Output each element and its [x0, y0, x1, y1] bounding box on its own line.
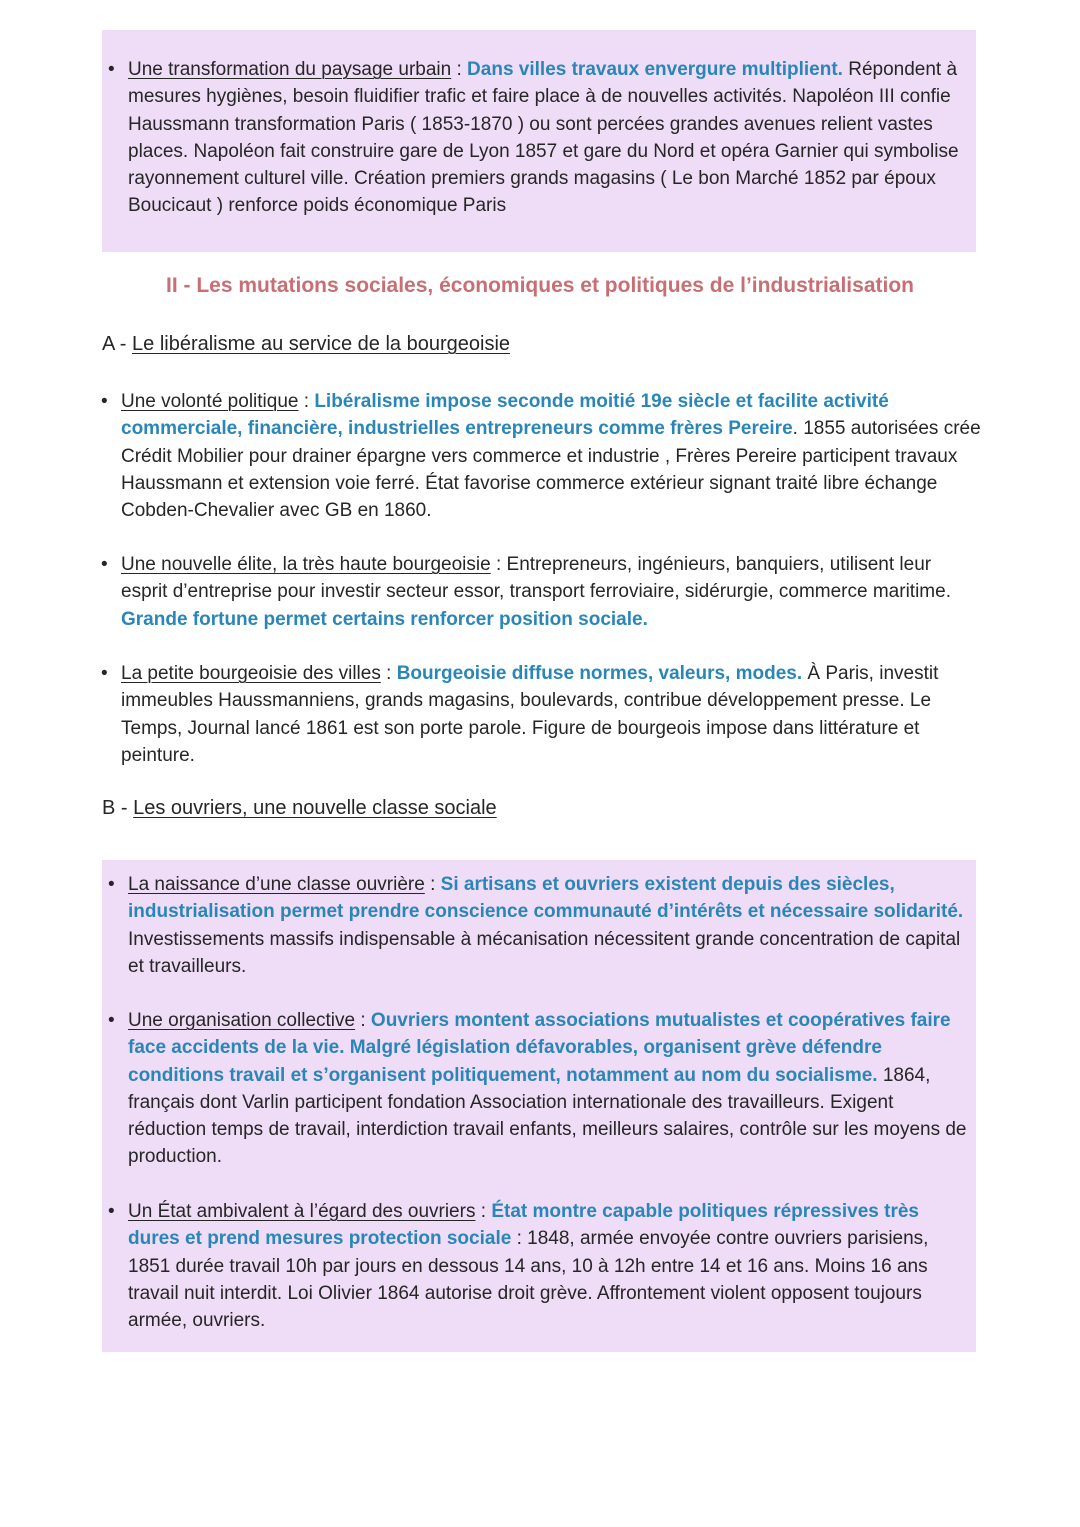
subsection-heading-a: A - Le libéralisme au service de la bourgeoisie [102, 333, 511, 355]
bullet-working-class-birth: • La naissance d’une classe ouvrière : Si artisans et ouvriers existent depuis des siècles, industrialisation permet prendre conscience communauté d’intérêts et nécessaire solidarité. Investissements massifs indispensable à mécanisation nécessitent grande concentration de capital et travailleurs. [128, 871, 974, 980]
bullet-highlight: Dans villes travaux envergure multiplient. [467, 59, 843, 80]
bullet-text: . 1855 autorisées crée Crédit Mobilier pour drainer épargne vers commerce et industrie , Frères Pereire participent travaux Haussmann et extension voie ferré. État favorise commerce extérieur signant traité libre échange Cobden-Chevalier avec GB en 1860. [121, 418, 981, 522]
bullet-highlight: Bourgeoisie diffuse normes, valeurs, modes. [396, 663, 803, 684]
bullet-title: La petite bourgeoisie des villes [121, 663, 381, 684]
bullet-highlight: Grande fortune permet certains renforcer position sociale. [121, 608, 648, 630]
bullet-petite-bourgeoisie: • La petite bourgeoisie des villes : Bourgeoisie diffuse normes, valeurs, modes. À Paris, investit immeubles Haussmanniens, grands magasins, boulevards, contribue développement presse. Le Temps, Journal lancé 1861 est son porte parole. Figure de bourgeois impose dans littérature et peinture. [121, 660, 976, 769]
bullet-highlight: Libéralisme impose seconde moitié 19e siècle et facilite activité commerciale, financière, industrielles entrepreneurs comme frères Pereire [121, 391, 889, 440]
bullet-dot: • [101, 663, 108, 684]
bullet-highlight: Si artisans et ouvriers existent depuis des siècles, industrialisation permet prendre conscience communauté d’intérêts et nécessaire solidarité. [128, 874, 964, 923]
bullet-political-will: • Une volonté politique : Libéralisme impose seconde moitié 19e siècle et facilite activité commerciale, financière, industrielles entrepreneurs comme frères Pereire. 1855 autorisées crée Crédit Mobilier pour drainer épargne vers commerce et industrie , Frères Pereire participent travaux Haussmann et extension voie ferré. État favorise commerce extérieur signant traité libre échange Cobden-Chevalier avec GB en 1860. [121, 388, 981, 524]
bullet-title: La naissance d’une classe ouvrière [128, 874, 425, 895]
section-title: II - Les mutations sociales, économiques et politiques de l’industrialisation [166, 274, 914, 297]
bullet-text: 1864, français dont Varlin participent fondation Association internationale des travailleurs. Exigent réduction temps de travail, interdiction travail enfants, meilleurs salaires, contrôle sur les moyens de production. [128, 1064, 967, 1168]
bullet-title: Une transformation du paysage urbain [128, 59, 452, 80]
bullet-text: À Paris, investit immeubles Haussmanniens, grands magasins, boulevards, contribue développement presse. Le Temps, Journal lancé 1861 est son porte parole. Figure de bourgeois impose dans littérature et peinture. [121, 663, 939, 766]
bullet-text: Répondent à mesures hygiènes, besoin fluidifier trafic et faire place à de nouvelles activités. Napoléon III confie Haussmann transformation Paris ( 1853-1870 ) ou sont percées grandes avenues relient vastes places. Napoléon fait construire gare de Lyon 1857 et gare du Nord et opéra Garnier qui symbolise rayonnement culturel ville. Création premiers grands magasins ( Le bon Marché 1852 par époux Boucicaut ) renforce poids économique Paris [128, 59, 959, 217]
bullet-title: Une nouvelle élite, la très haute bourgeoisie [121, 554, 491, 575]
bullet-highlight: Ouvriers montent associations mutualistes et coopératives faire face accidents de la vie. Malgré législation défavorables, organisent grève défendre conditions travail et s’organisent politiquement, notamment au nom du socialisme. [128, 1010, 951, 1086]
bullet-dot: • [108, 59, 115, 80]
bullet-title: Un État ambivalent à l’égard des ouvriers [128, 1201, 476, 1222]
bullet-text: : 1848, armée envoyée contre ouvriers parisiens, 1851 durée travail 10h par jours en dessous 14 ans, 10 à 12h entre 14 et 16 ans. Moins 16 ans travail nuit interdit. Loi Olivier 1864 autorise droit grève. Affrontement violent opposent toujours armée, ouvriers. [128, 1228, 929, 1332]
bullet-title: Une volonté politique [121, 391, 299, 412]
bullet-ambivalent-state: • Un État ambivalent à l’égard des ouvriers : État montre capable politiques répressives très dures et prend mesures protection sociale : 1848, armée envoyée contre ouvriers parisiens, 1851 durée travail 10h par jours en dessous 14 ans, 10 à 12h entre 14 et 16 ans. Moins 16 ans travail nuit interdit. Loi Olivier 1864 autorise droit grève. Affrontement violent opposent toujours armée, ouvriers. [128, 1198, 968, 1334]
bullet-text: Entrepreneurs, ingénieurs, banquiers, utilisent leur esprit d’entreprise pour investir secteur essor, transport ferroviaire, sidérurgie, commerce maritime. [121, 554, 951, 603]
bullet-collective-organisation: • Une organisation collective : Ouvriers montent associations mutualistes et coopératives faire face accidents de la vie. Malgré législation défavorables, organisent grève défendre conditions travail et s’organisent politiquement, notamment au nom du socialisme. 1864, français dont Varlin participent fondation Association internationale des travailleurs. Exigent réduction temps de travail, interdiction travail enfants, meilleurs salaires, contrôle sur les moyens de production. [128, 1007, 968, 1171]
bullet-dot: • [108, 1201, 115, 1222]
bullet-dot: • [108, 874, 115, 895]
bullet-dot: • [108, 1010, 115, 1031]
bullet-dot: • [101, 391, 108, 412]
bullet-dot: • [101, 554, 108, 575]
bullet-text: Investissements massifs indispensable à mécanisation nécessitent grande concentration de capital et travailleurs. [128, 928, 961, 977]
subsection-heading-b: B - Les ouvriers, une nouvelle classe sociale [102, 797, 497, 819]
bullet-title: Une organisation collective [128, 1010, 356, 1031]
bullet-new-elite: • Une nouvelle élite, la très haute bourgeoisie : Entrepreneurs, ingénieurs, banquiers, utilisent leur esprit d’entreprise pour investir secteur essor, transport ferroviaire, sidérurgie, commerce maritime. Grande fortune permet certains renforcer position sociale. [121, 551, 981, 633]
bullet-urban-transformation: • Une transformation du paysage urbain : Dans villes travaux envergure multiplient. Répondent à mesures hygiènes, besoin fluidifier trafic et faire place à de nouvelles activités. Napoléon III confie Haussmann transformation Paris ( 1853-1870 ) ou sont percées grandes avenues relient vastes places. Napoléon fait construire gare de Lyon 1857 et gare du Nord et opéra Garnier qui symbolise rayonnement culturel ville. Création premiers grands magasins ( Le bon Marché 1852 par époux Boucicaut ) renforce poids économique Paris [128, 56, 974, 220]
bullet-highlight: État montre capable politiques répressives très dures et prend mesures protection sociale [128, 1201, 919, 1250]
